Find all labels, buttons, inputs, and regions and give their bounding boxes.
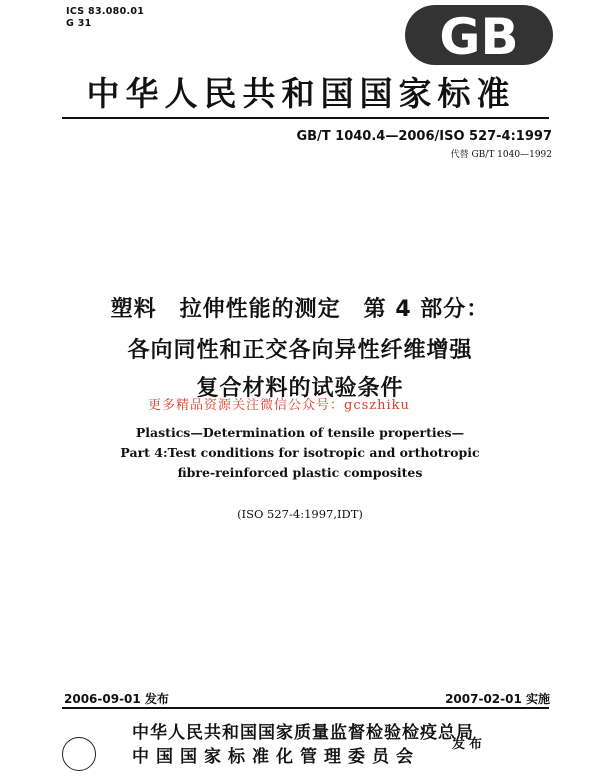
chinese-title-line-3: 复合材料的试验条件 [196,376,404,401]
classification-codes [66,6,144,30]
anti-counterfeit-seal-icon [62,737,96,771]
chinese-title-line-2: 各向同性和正交各向异性纤维增强 [127,338,473,363]
publish-label: 发布 [452,737,487,752]
english-title-line-1: Plastics—Determination of tensile properties— [135,425,465,440]
standard-number: GB/T 1040.4—2006/ISO 527-4:1997 [296,129,552,144]
implementation-date: 2007-02-01 实施 [445,692,550,706]
replaces-note: 代替 GB/T 1040—1992 [450,150,552,160]
top-rule [62,117,549,119]
english-title-line-3: fibre-reinforced plastic composites [177,465,423,480]
issuer-aqsiq: 中华人民共和国国家质量监督检验检疫总局 [132,723,474,743]
chinese-title-line-1: 塑料 拉伸性能的测定 第 4 部分： [110,297,490,322]
ics-code: ICS 83.080.01 [66,6,145,17]
gb-logo [404,4,554,66]
watermark-text: 更多精品资源关注微信公众号：gcszhiku [148,398,410,413]
iso-equivalence: (ISO 527-4:1997,IDT) [237,507,363,521]
issuer-sac: 中国国家标准化管理委员会 [132,747,420,767]
ccs-code: G 31 [66,18,92,29]
bottom-rule [62,707,549,709]
english-title-line-2: Part 4:Test conditions for isotropic and orthotropic [120,445,480,460]
national-standard-title: 中华人民共和国国家标准 [86,74,516,113]
issue-date: 2006-09-01 发布 [64,692,169,706]
gb-logo-text: GB [439,8,519,66]
